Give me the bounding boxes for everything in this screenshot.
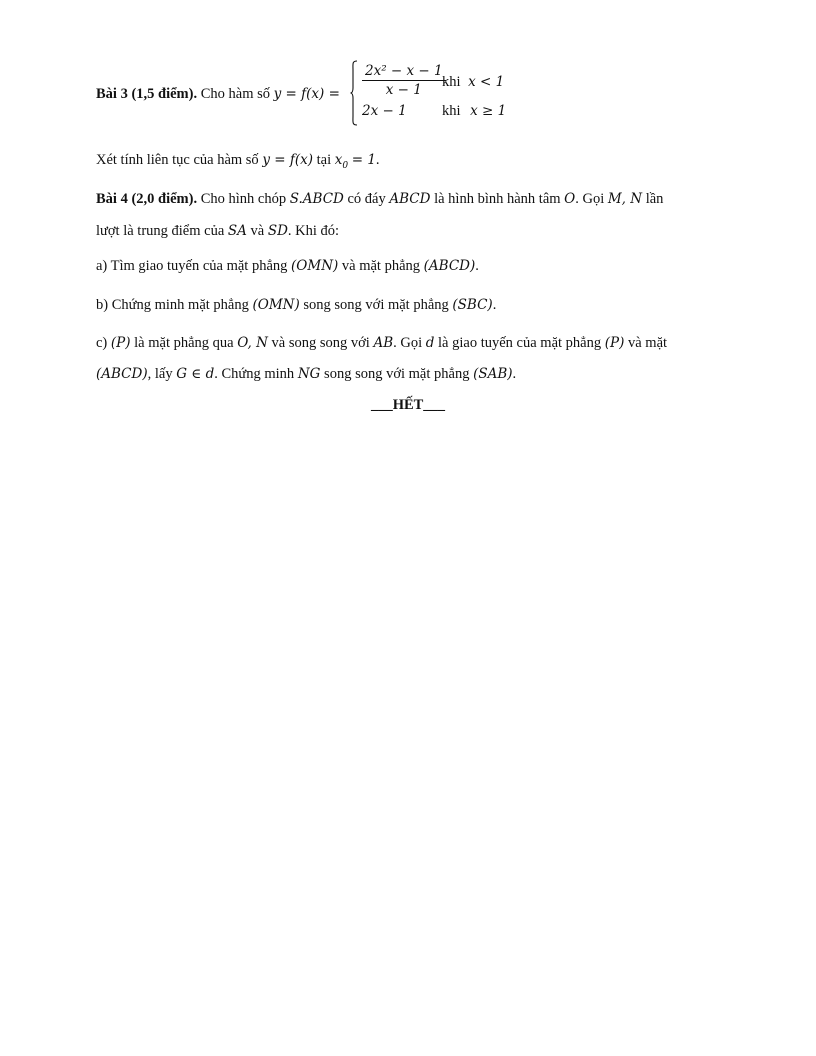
piecewise-case-1 bbox=[362, 62, 446, 99]
case1-numerator: 2x² − x − 1 bbox=[362, 62, 446, 81]
piecewise-case-2: 2x − 1 bbox=[362, 103, 407, 119]
case1-khi: khi bbox=[442, 74, 461, 90]
case2-condition bbox=[442, 103, 506, 120]
bai4-part-b: b) Chứng minh mặt phẳng (OMN) song song với mặt phẳng (SBC). bbox=[96, 297, 497, 313]
bai4-part-c-2: (ABCD), lấy G ∈ d. Chứng minh NG song song với mặt phẳng (SAB). bbox=[96, 366, 517, 382]
piecewise-brace-icon bbox=[350, 60, 358, 126]
case1-denominator: x − 1 bbox=[385, 82, 422, 98]
bai3-intro: Cho hàm số bbox=[200, 86, 270, 102]
bai3-function-lhs: y = f(x) = bbox=[273, 86, 340, 102]
case1-fraction bbox=[362, 62, 446, 99]
bai4-part-c-1: c) (P) là mặt phẳng qua O, N và song song với AB. Gọi d là giao tuyến của mặt phẳng (P) và mặt bbox=[96, 335, 668, 351]
question-text: Xét tính liên tục của hàm số bbox=[96, 152, 259, 168]
question-tai: tại bbox=[316, 152, 332, 168]
bai4-part-a: a) Tìm giao tuyến của mặt phẳng (OMN) và mặt phẳng (ABCD). bbox=[96, 258, 479, 274]
case1-condition bbox=[442, 74, 504, 91]
bai3-question: Xét tính liên tục của hàm số y = f(x) tại $x_0 = 1$. bbox=[96, 152, 380, 171]
end-mark: ___HẾT___ bbox=[370, 397, 446, 413]
bai4-line-1: Bài 4 (2,0 điểm). Cho hình chóp S.ABCD có đáy ABCD là hình bình hành tâm O. Gọi M, N lần bbox=[96, 191, 664, 207]
question-point: $x_0$ bbox=[334, 152, 349, 171]
bai3-heading: Bài 3 (1,5 điểm). bbox=[96, 86, 198, 102]
case2-khi: khi bbox=[442, 103, 461, 119]
bai4-line-2: lượt là trung điểm của SA và SD. Khi đó: bbox=[96, 223, 340, 239]
case2-cond-expr: x ≥ 1 bbox=[470, 103, 507, 119]
case1-cond-expr: x < 1 bbox=[468, 74, 505, 90]
bai4-heading: Bài 4 (2,0 điểm). bbox=[96, 191, 198, 207]
question-func: y = f(x) bbox=[262, 152, 313, 168]
bai3-statement bbox=[96, 84, 340, 104]
question-value: = 1 bbox=[351, 152, 376, 168]
